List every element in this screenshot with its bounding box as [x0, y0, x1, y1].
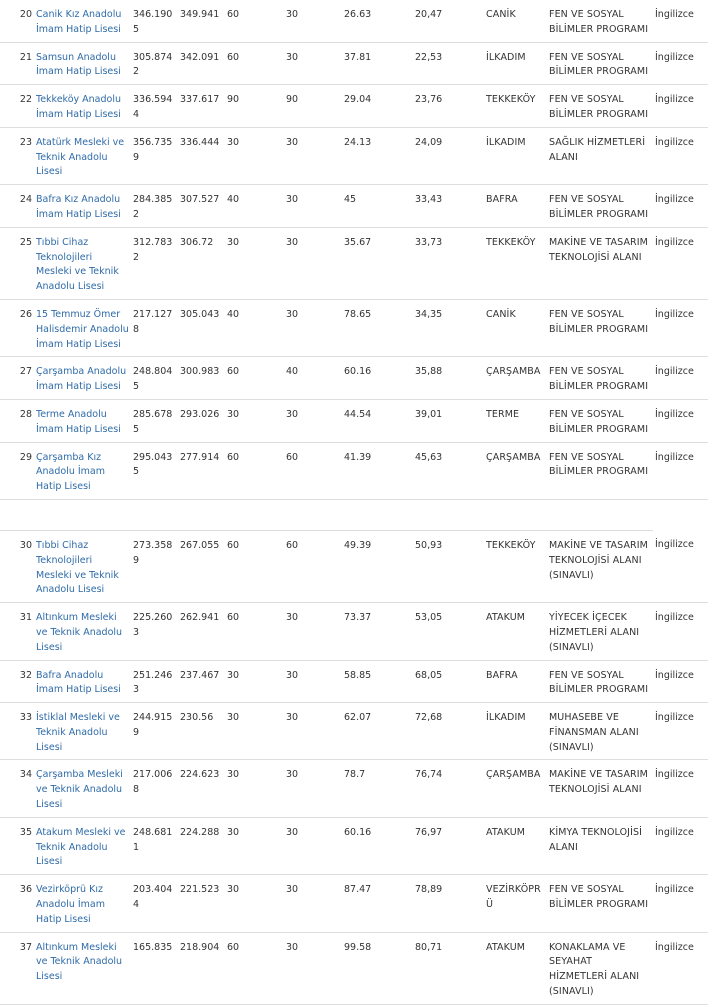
school-name-cell: [34, 357, 131, 400]
school-name-cell: [34, 817, 131, 874]
placed-count-cell: 30: [284, 660, 342, 703]
top-score-cell: 342.091: [178, 42, 225, 85]
program-cell: MAKİNE VE TASARIM TEKNOLOJİSİ ALANI (SINAVLI): [547, 530, 653, 602]
school-link[interactable]: Bafra Anadolu İmam Hatip Lisesi: [36, 669, 121, 696]
top-score-cell: 305.043: [178, 299, 225, 356]
language-cell: İngilizce: [653, 603, 708, 660]
spacer-cell: [342, 499, 413, 530]
placed-count-cell: 30: [284, 932, 342, 1004]
top-score-cell: 277.914: [178, 442, 225, 499]
program-cell: FEN VE SOSYAL BİLİMLER PROGRAMI: [547, 399, 653, 442]
base-score-cell: 251.2463: [131, 660, 178, 703]
spacer-cell: [653, 499, 708, 530]
language-cell: İngilizce: [653, 875, 708, 932]
quota-cell: 40: [225, 185, 284, 228]
quota-cell: 60: [225, 42, 284, 85]
quota-cell: 30: [225, 227, 284, 299]
table-row: [0, 85, 708, 128]
percentile-1-cell: 60.16: [342, 357, 413, 400]
row-number-cell: 35: [0, 817, 34, 874]
quota-cell: 60: [225, 932, 284, 1004]
base-score-cell: 285.6785: [131, 399, 178, 442]
district-cell: İLKADIM: [484, 42, 547, 85]
percentile-2-cell: 33,73: [413, 227, 484, 299]
quota-cell: 30: [225, 399, 284, 442]
language-cell: İngilizce: [653, 442, 708, 499]
table-row: [0, 357, 708, 400]
base-score-cell: 273.3589: [131, 530, 178, 602]
placed-count-cell: 30: [284, 127, 342, 184]
top-score-cell: 300.983: [178, 357, 225, 400]
table-row: [0, 660, 708, 703]
language-cell: İngilizce: [653, 85, 708, 128]
school-link[interactable]: Çarşamba Kız Anadolu İmam Hatip Lisesi: [36, 451, 105, 493]
percentile-1-cell: 99.58: [342, 932, 413, 1004]
table-row: [0, 185, 708, 228]
placed-count-cell: 60: [284, 442, 342, 499]
top-score-cell: 307.527: [178, 185, 225, 228]
quota-cell: 60: [225, 357, 284, 400]
program-cell: FEN VE SOSYAL BİLİMLER PROGRAMI: [547, 0, 653, 42]
row-number-cell: 22: [0, 85, 34, 128]
base-score-cell: 336.5944: [131, 85, 178, 128]
school-name-cell: [34, 875, 131, 932]
placed-count-cell: 30: [284, 703, 342, 760]
school-link[interactable]: Bafra Kız Anadolu İmam Hatip Lisesi: [36, 194, 121, 220]
placed-count-cell: 30: [284, 603, 342, 660]
program-cell: FEN VE SOSYAL BİLİMLER PROGRAMI: [547, 357, 653, 400]
percentile-2-cell: 76,97: [413, 817, 484, 874]
spacer-cell: [178, 499, 225, 530]
percentile-2-cell: 20,47: [413, 0, 484, 42]
row-number-cell: 37: [0, 932, 34, 1004]
district-cell: TERME: [484, 399, 547, 442]
spacer-cell: [0, 499, 34, 530]
quota-cell: 60: [225, 442, 284, 499]
spacer-cell: [413, 499, 484, 530]
percentile-1-cell: 58.85: [342, 660, 413, 703]
program-cell: MAKİNE VE TASARIM TEKNOLOJİSİ ALANI: [547, 760, 653, 817]
percentile-2-cell: 45,63: [413, 442, 484, 499]
top-score-cell: 230.56: [178, 703, 225, 760]
language-cell: İngilizce: [653, 530, 708, 602]
district-cell: BAFRA: [484, 185, 547, 228]
placed-count-cell: 30: [284, 875, 342, 932]
language-cell: İngilizce: [653, 0, 708, 42]
district-cell: ÇARŞAMBA: [484, 760, 547, 817]
percentile-2-cell: 33,43: [413, 185, 484, 228]
placed-count-cell: 30: [284, 299, 342, 356]
school-name-cell: [34, 932, 131, 1004]
program-cell: KONAKLAMA VE SEYAHAT HİZMETLERİ ALANI (SINAVLI): [547, 932, 653, 1004]
program-cell: FEN VE SOSYAL BİLİMLER PROGRAMI: [547, 442, 653, 499]
placed-count-cell: 30: [284, 399, 342, 442]
school-name-cell: [34, 703, 131, 760]
spacer-cell: [131, 499, 178, 530]
base-score-cell: 165.835: [131, 932, 178, 1004]
top-score-cell: 337.617: [178, 85, 225, 128]
school-name-cell: [34, 760, 131, 817]
language-cell: İngilizce: [653, 185, 708, 228]
program-cell: MAKİNE VE TASARIM TEKNOLOJİSİ ALANI: [547, 227, 653, 299]
school-link[interactable]: Altınkum Mesleki ve Teknik Anadolu Lisesi: [36, 941, 123, 983]
district-cell: İLKADIM: [484, 127, 547, 184]
percentile-1-cell: 87.47: [342, 875, 413, 932]
percentile-1-cell: 35.67: [342, 227, 413, 299]
percentile-2-cell: 35,88: [413, 357, 484, 400]
district-cell: TEKKEKÖY: [484, 227, 547, 299]
spacer-cell: [547, 499, 653, 530]
percentile-1-cell: 60.16: [342, 817, 413, 874]
base-score-cell: 356.7359: [131, 127, 178, 184]
quota-cell: 30: [225, 817, 284, 874]
row-number-cell: 32: [0, 660, 34, 703]
percentile-1-cell: 73.37: [342, 603, 413, 660]
spacer-cell: [225, 499, 284, 530]
table-row: [0, 817, 708, 874]
school-name-cell: [34, 399, 131, 442]
percentile-2-cell: 23,76: [413, 85, 484, 128]
school-link[interactable]: Atakum Mesleki ve Teknik Anadolu Lisesi: [36, 826, 126, 868]
school-name-cell: [34, 85, 131, 128]
district-cell: TEKKEKÖY: [484, 85, 547, 128]
row-number-cell: 25: [0, 227, 34, 299]
top-score-cell: 224.288: [178, 817, 225, 874]
spacer-cell: [484, 499, 547, 530]
row-number-cell: 36: [0, 875, 34, 932]
placed-count-cell: 30: [284, 817, 342, 874]
percentile-1-cell: 26.63: [342, 0, 413, 42]
top-score-cell: 267.055: [178, 530, 225, 602]
placed-count-cell: 60: [284, 530, 342, 602]
quota-cell: 30: [225, 703, 284, 760]
table-row: [0, 442, 708, 499]
district-cell: CANİK: [484, 0, 547, 42]
language-cell: İngilizce: [653, 760, 708, 817]
language-cell: İngilizce: [653, 357, 708, 400]
school-link[interactable]: Tıbbi Cihaz Teknolojileri Mesleki ve Teknik Anadolu Lisesi: [36, 236, 119, 293]
school-link[interactable]: Tekkeköy Anadolu İmam Hatip Lisesi: [36, 94, 122, 120]
quota-cell: 60: [225, 603, 284, 660]
district-cell: CANİK: [484, 299, 547, 356]
district-cell: TEKKEKÖY: [484, 530, 547, 602]
school-name-cell: [34, 299, 131, 356]
quota-cell: 30: [225, 127, 284, 184]
language-cell: İngilizce: [653, 42, 708, 85]
language-cell: İngilizce: [653, 399, 708, 442]
table-row: [0, 399, 708, 442]
placed-count-cell: 30: [284, 42, 342, 85]
school-name-cell: [34, 442, 131, 499]
percentile-1-cell: 62.07: [342, 703, 413, 760]
language-cell: İngilizce: [653, 932, 708, 1004]
base-score-cell: 217.0068: [131, 760, 178, 817]
percentile-2-cell: 39,01: [413, 399, 484, 442]
quota-cell: 40: [225, 299, 284, 356]
school-link[interactable]: Çarşamba Anadolu İmam Hatip Lisesi: [36, 366, 127, 393]
district-cell: ATAKUM: [484, 932, 547, 1004]
table-row: [0, 703, 708, 760]
placed-count-cell: 30: [284, 760, 342, 817]
row-number-cell: 34: [0, 760, 34, 817]
district-cell: ÇARŞAMBA: [484, 357, 547, 400]
placed-count-cell: 30: [284, 227, 342, 299]
top-score-cell: 224.623: [178, 760, 225, 817]
percentile-2-cell: 22,53: [413, 42, 484, 85]
row-number-cell: 24: [0, 185, 34, 228]
program-cell: FEN VE SOSYAL BİLİMLER PROGRAMI: [547, 185, 653, 228]
school-name-cell: [34, 127, 131, 184]
school-link[interactable]: 15 Temmuz Ömer Halisdemir Anadolu İmam Hatip Lisesi: [36, 308, 129, 350]
language-cell: İngilizce: [653, 227, 708, 299]
percentile-1-cell: 45: [342, 185, 413, 228]
percentile-1-cell: 78.65: [342, 299, 413, 356]
school-name-cell: [34, 42, 131, 85]
program-cell: FEN VE SOSYAL BİLİMLER PROGRAMI: [547, 299, 653, 356]
school-name-cell: [34, 185, 131, 228]
quota-cell: 30: [225, 660, 284, 703]
base-score-cell: 346.1905: [131, 0, 178, 42]
language-cell: İngilizce: [653, 127, 708, 184]
table-row: [0, 42, 708, 85]
program-cell: YİYECEK İÇECEK HİZMETLERİ ALANI (SINAVLI): [547, 603, 653, 660]
row-number-cell: 33: [0, 703, 34, 760]
percentile-1-cell: 78.7: [342, 760, 413, 817]
placed-count-cell: 30: [284, 0, 342, 42]
base-score-cell: 284.3852: [131, 185, 178, 228]
top-score-cell: 237.467: [178, 660, 225, 703]
school-name-cell: [34, 227, 131, 299]
spacer-cell: [34, 499, 131, 530]
district-cell: ATAKUM: [484, 603, 547, 660]
percentile-1-cell: 29.04: [342, 85, 413, 128]
school-name-cell: [34, 660, 131, 703]
row-number-cell: 30: [0, 530, 34, 602]
base-score-cell: 203.4044: [131, 875, 178, 932]
school-name-cell: [34, 603, 131, 660]
district-cell: ÇARŞAMBA: [484, 442, 547, 499]
percentile-2-cell: 50,93: [413, 530, 484, 602]
percentile-2-cell: 24,09: [413, 127, 484, 184]
percentile-2-cell: 34,35: [413, 299, 484, 356]
school-link[interactable]: Atatürk Mesleki ve Teknik Anadolu Lisesi: [36, 136, 125, 178]
quota-cell: 90: [225, 85, 284, 128]
district-cell: ATAKUM: [484, 817, 547, 874]
placed-count-cell: 30: [284, 185, 342, 228]
language-cell: İngilizce: [653, 817, 708, 874]
percentile-1-cell: 49.39: [342, 530, 413, 602]
district-cell: İLKADIM: [484, 703, 547, 760]
percentile-1-cell: 41.39: [342, 442, 413, 499]
school-link[interactable]: Altınkum Mesleki ve Teknik Anadolu Lisesi: [36, 612, 123, 653]
row-number-cell: 26: [0, 299, 34, 356]
percentile-1-cell: 37.81: [342, 42, 413, 85]
top-score-cell: 349.941: [178, 0, 225, 42]
quota-cell: 60: [225, 0, 284, 42]
school-link[interactable]: Çarşamba Mesleki ve Teknik Anadolu Lisesi: [36, 769, 123, 811]
table-row: [0, 760, 708, 817]
top-score-cell: 336.444: [178, 127, 225, 184]
base-score-cell: 305.8742: [131, 42, 178, 85]
school-link[interactable]: Tıbbi Cihaz Teknolojileri Mesleki ve Teknik Anadolu Lisesi: [36, 539, 119, 596]
row-number-cell: 28: [0, 399, 34, 442]
language-cell: İngilizce: [653, 703, 708, 760]
row-number-cell: 20: [0, 0, 34, 42]
quota-cell: 30: [225, 875, 284, 932]
program-cell: FEN VE SOSYAL BİLİMLER PROGRAMI: [547, 85, 653, 128]
percentile-2-cell: 78,89: [413, 875, 484, 932]
table-row: [0, 875, 708, 932]
base-score-cell: 225.2603: [131, 603, 178, 660]
row-number-cell: 27: [0, 357, 34, 400]
district-cell: BAFRA: [484, 660, 547, 703]
top-score-cell: 306.72: [178, 227, 225, 299]
quota-cell: 30: [225, 760, 284, 817]
school-name-cell: [34, 530, 131, 602]
language-cell: İngilizce: [653, 660, 708, 703]
row-number-cell: 23: [0, 127, 34, 184]
program-cell: MUHASEBE VE FİNANSMAN ALANI (SINAVLI): [547, 703, 653, 760]
table-row: [0, 227, 708, 299]
percentile-1-cell: 24.13: [342, 127, 413, 184]
program-cell: FEN VE SOSYAL BİLİMLER PROGRAMI: [547, 42, 653, 85]
row-number-cell: 29: [0, 442, 34, 499]
base-score-cell: 248.6811: [131, 817, 178, 874]
row-number-cell: 31: [0, 603, 34, 660]
percentile-1-cell: 44.54: [342, 399, 413, 442]
placed-count-cell: 90: [284, 85, 342, 128]
table-row: [0, 299, 708, 356]
base-score-cell: 217.1278: [131, 299, 178, 356]
program-cell: FEN VE SOSYAL BİLİMLER PROGRAMI: [547, 660, 653, 703]
row-number-cell: 21: [0, 42, 34, 85]
school-link[interactable]: Samsun Anadolu İmam Hatip Lisesi: [36, 51, 121, 78]
program-cell: KİMYA TEKNOLOJİSİ ALANI: [547, 817, 653, 874]
quota-cell: 60: [225, 530, 284, 602]
school-link[interactable]: Vezirköprü Kız Anadolu İmam Hatip Lisesi: [36, 884, 105, 925]
percentile-2-cell: 53,05: [413, 603, 484, 660]
spacer-row: [0, 499, 708, 530]
program-cell: FEN VE SOSYAL BİLİMLER PROGRAMI: [547, 875, 653, 932]
base-score-cell: 248.8045: [131, 357, 178, 400]
language-cell: İngilizce: [653, 299, 708, 356]
district-cell: VEZİRKÖPRÜ: [484, 875, 547, 932]
table-row: [0, 603, 708, 660]
table-row: [0, 0, 708, 42]
percentile-2-cell: 76,74: [413, 760, 484, 817]
school-link[interactable]: İstiklal Mesleki ve Teknik Anadolu Lisesi: [36, 712, 120, 753]
school-link[interactable]: Terme Anadolu İmam Hatip Lisesi: [36, 408, 121, 435]
top-score-cell: 293.026: [178, 399, 225, 442]
placed-count-cell: 40: [284, 357, 342, 400]
school-name-cell: [34, 0, 131, 42]
base-score-cell: 244.9159: [131, 703, 178, 760]
base-score-cell: 312.7832: [131, 227, 178, 299]
table-row: [0, 127, 708, 184]
base-score-cell: 295.0435: [131, 442, 178, 499]
top-score-cell: 221.523: [178, 875, 225, 932]
program-cell: SAĞLIK HİZMETLERİ ALANI: [547, 127, 653, 184]
table-row: [0, 932, 708, 1004]
spacer-cell: [284, 499, 342, 530]
table-row: [0, 530, 708, 602]
percentile-2-cell: 80,71: [413, 932, 484, 1004]
percentile-2-cell: 72,68: [413, 703, 484, 760]
top-score-cell: 218.904: [178, 932, 225, 1004]
percentile-2-cell: 68,05: [413, 660, 484, 703]
school-link[interactable]: Canik Kız Anadolu İmam Hatip Lisesi: [36, 9, 122, 35]
top-score-cell: 262.941: [178, 603, 225, 660]
